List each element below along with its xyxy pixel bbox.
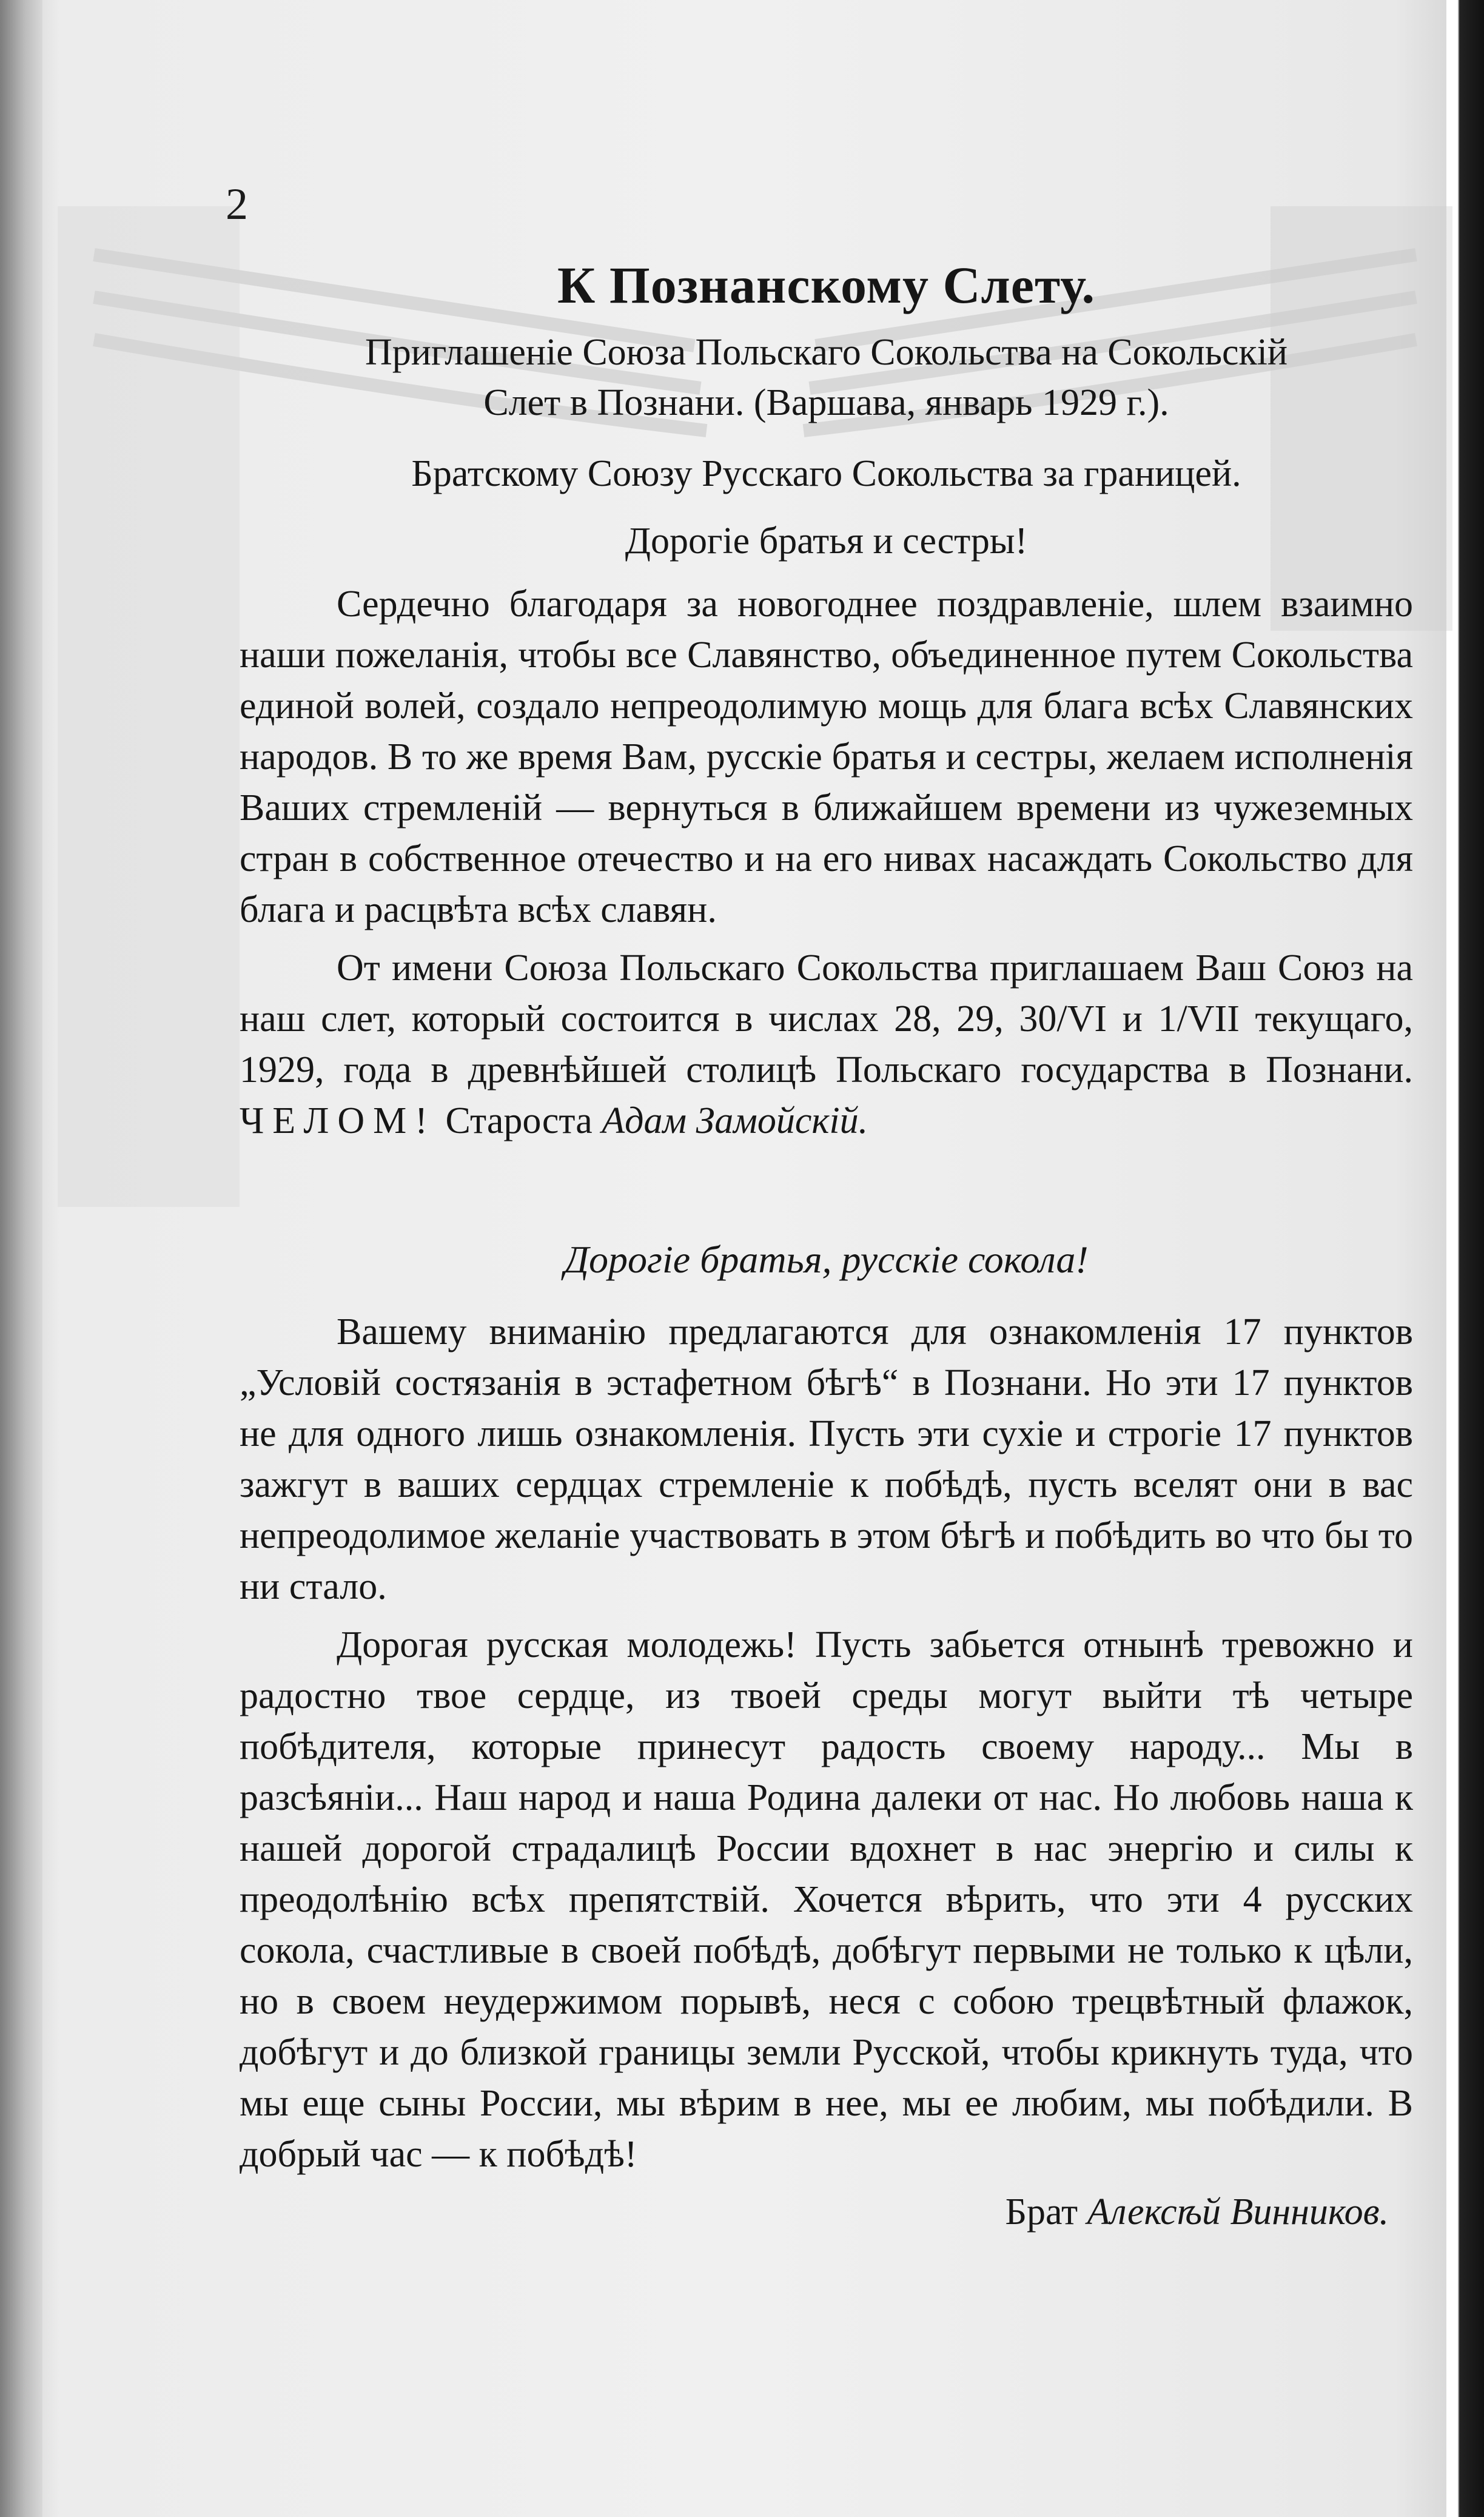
page-number: 2 (226, 180, 248, 229)
signature-prefix: Брат (1005, 2191, 1078, 2233)
appeal-heading: Дорогіе братья, русскіе сокола! (564, 1238, 1089, 1281)
article-title: К Познанскому Слету. (557, 256, 1095, 314)
appeal-paragraph-1: Вашему вниманію предлагаются для ознакомленія 17 пунктов „Условій состязанія в эстафетном бѣгѣ“ в Познани. Но эти 17 пунктов не для одного лишь ознакомленія. Пусть эти сухіе и строгіе 17 пунктов зажгут в ваших сердцах стремленіе к побѣдѣ, пусть вселят они в вас непреодолимое желаніе участвовать в этом бѣгѣ и побѣдить во что бы то ни стало. (240, 1311, 1413, 1607)
appeal-paragraph-2: Дорогая русская молодежь! Пусть забьется отнынѣ тревожно и радостно твое сердце, из твоей среды могут выйти тѣ четыре побѣдителя, которые принесут радость своему народу... Мы в разсѣяніи... Наш народ и наша Родина далеки от нас. Но любовь наша к нашей дорогой страдалицѣ России вдохнет в нас энергію и силы к преодолѣнію всѣх препятствій. Хочется вѣрить, что эти 4 русских сокола, счастливые в своей побѣдѣ, добѣгут первыми не только к цѣли, но в своем неудержимом порывѣ, неся с собою трецвѣтный флажок, добѣгут и до близкой границы земли Русской, чтобы крикнуть туда, что мы еще сыны России, мы вѣрим в нее, мы ее любим, мы побѣдили. В добрый час — к побѣдѣ! (240, 1624, 1413, 2175)
signer-title: Староста (445, 1100, 593, 1141)
signature-name: Алексѣй Винников. (1087, 2191, 1389, 2233)
letter-address: Братскому Союзу Русскаго Сокольства за границей. (411, 453, 1241, 494)
letter-paragraph-1: Сердечно благодаря за новогоднее поздравленіе, шлем взаимно наши пожеланія, чтобы все Славянство, объединенное путем Сокольства единой волей, создало непреодолимую мощь для блага всѣх Славянских народов. В то же время Вам, русскіе братья и сестры, желаем исполненія Ваших стремленій — вернуться в ближайшем времени из чужеземных стран в собственное отечество и на его нивах насаждать Сокольство для блага и расцвѣта всѣх славян. (240, 583, 1413, 930)
invitation-line-2: Слет в Познани. (Варшава, январь 1929 г.). (483, 382, 1169, 423)
invitation-line-1: Приглашеніе Союза Польскаго Сокольства на Сокольскій (364, 332, 1288, 373)
letter-paragraph-2-text: От имени Союза Польскаго Сокольства приглашаем Ваш Союз на наш слет, который состоится в числах 28, 29, 30/VI и 1/VII текущаго, 1929, года в древнѣйшей столицѣ Польскаго государства в Познани. (240, 947, 1413, 1090)
article (240, 255, 1413, 2234)
letter-greeting: ЧЕЛОМ! (240, 1100, 436, 1141)
binding-shadow-left (0, 0, 42, 2517)
letter-salutation: Дорогіе братья и сестры! (625, 520, 1028, 562)
letter-paragraph-2 (240, 943, 1413, 1146)
appeal-signature (240, 2191, 1389, 2234)
invitation-heading (240, 328, 1413, 428)
signer-name: Адам Замойскій. (602, 1100, 868, 1141)
